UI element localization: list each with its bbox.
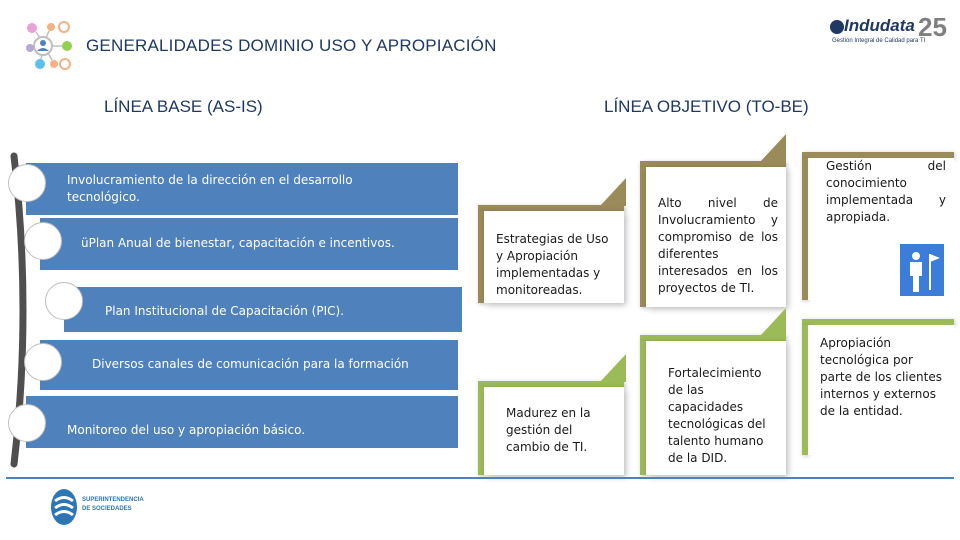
brand-mark-icon [830, 20, 844, 34]
target-heading: LÍNEA OBJETIVO (TO-BE) [604, 97, 809, 116]
step-corner-lower-2 [760, 308, 786, 336]
target-lower-step-2: Fortalecimiento de las capacidades tecnológicas del talento humano de la DID. [646, 341, 786, 475]
superintendencia-logo-icon [50, 488, 78, 526]
target-upper-step-1: Estrategias de Uso y Apropiación implementadas y monitoreadas. [484, 211, 624, 303]
brand-name: Indudata [844, 16, 915, 35]
baseline-item-3: Plan Institucional de Capacitación (PIC). [64, 287, 462, 332]
baseline-item-5: Monitoreo del uso y apropiación básico. [26, 396, 458, 448]
people-network-icon [22, 18, 84, 74]
brand-number: 25 [918, 12, 947, 42]
timeline-node-2 [24, 222, 62, 260]
timeline-node-5 [8, 404, 46, 442]
timeline-node-1 [8, 164, 46, 202]
brand-logo [830, 14, 954, 50]
brand-tagline: Gestión Integral de Calidad para TI [832, 38, 926, 44]
target-upper-step-2: Alto nivel de Involucramiento y compromiso de los diferentes interesados en los proyectos de TI. [646, 167, 786, 307]
footer-divider [6, 477, 954, 479]
baseline-item-4: Diversos canales de comunicación para la formación [40, 340, 458, 390]
person-flag-icon [900, 244, 944, 296]
baseline-item-1: Involucramiento de la dirección en el desarrollo tecnológico. [26, 163, 458, 215]
timeline-node-3 [45, 282, 83, 320]
target-lower-step-3: Apropiación tecnológica por parte de los clientes internos y externos de la entidad. [808, 325, 954, 455]
timeline-node-4 [24, 343, 62, 381]
target-upper-step-3: Gestión del conocimiento implementada y apropiada. [808, 158, 954, 300]
target-lower-step-1: Madurez en la gestión del cambio de TI. [484, 387, 624, 475]
page-title: GENERALIDADES DOMINIO USO Y APROPIACIÓN [86, 36, 497, 55]
baseline-item-2: üPlan Anual de bienestar, capacitación e incentivos. [40, 218, 458, 270]
step-corner-upper-2 [760, 134, 786, 162]
step-corner-lower-1 [600, 354, 626, 382]
footer-logo-text: SUPERINTENDENCIA DE SOCIEDADES [82, 497, 144, 512]
baseline-heading: LÍNEA BASE (AS-IS) [104, 97, 263, 116]
step-corner-upper-1 [600, 178, 626, 206]
